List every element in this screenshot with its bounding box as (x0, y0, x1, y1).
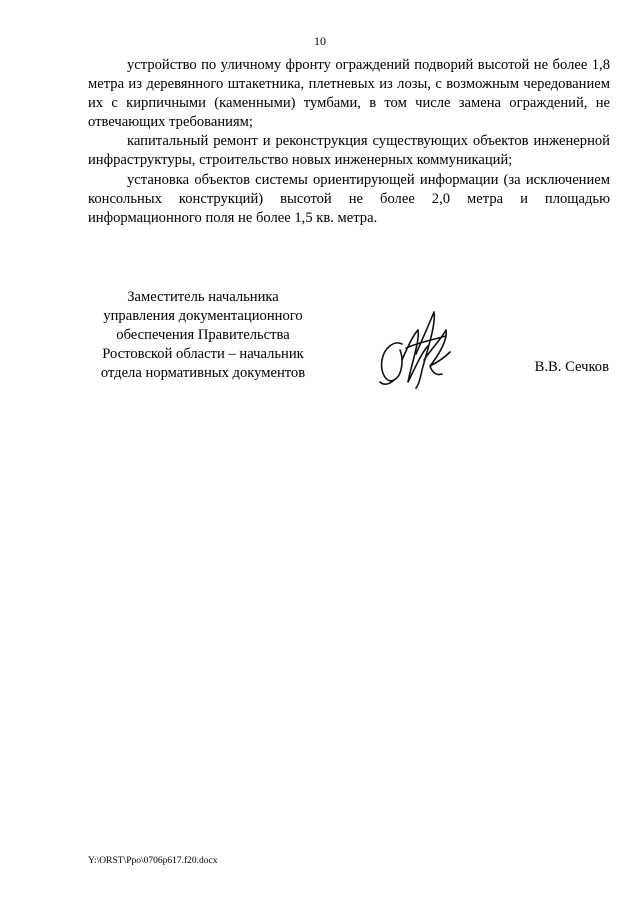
document-file-path: Y:\ORST\Ppo\0706p617.f20.docx (88, 856, 218, 866)
position-line: управления документационного (103, 308, 303, 325)
paragraph-infrastructure-repair: капитальный ремонт и реконструкция существующих объектов инженерной инфраструктуры, строительство новых инженерных коммуникаций; (88, 133, 610, 169)
position-line: обеспечения Правительства (116, 327, 290, 344)
paragraph-orientation-signs: установка объектов системы ориентирующей информации (за исключением консольных конструкций) высотой не более 2,0 метра и площадью информационного поля не более 1,5 кв. метра. (88, 171, 610, 226)
document-body (88, 56, 610, 228)
position-line: отдела нормативных документов (100, 365, 306, 382)
handwritten-signature (372, 300, 464, 392)
position-line: Ростовской области – начальник (102, 346, 304, 363)
paragraph-fence-construction: устройство по уличному фронту ограждений подворий высотой не более 1,8 метра из деревянного штакетника, плетневых из лозы, с возможным чередованием их с кирпичными (каменными) тумбами, в том числе замена ограждений, не отвечающих требованиям; (88, 57, 610, 131)
signer-position (78, 288, 328, 383)
signer-name: В.В. Сечков (534, 359, 609, 375)
position-line: Заместитель начальника (127, 289, 279, 305)
page-number: 10 (314, 34, 326, 48)
